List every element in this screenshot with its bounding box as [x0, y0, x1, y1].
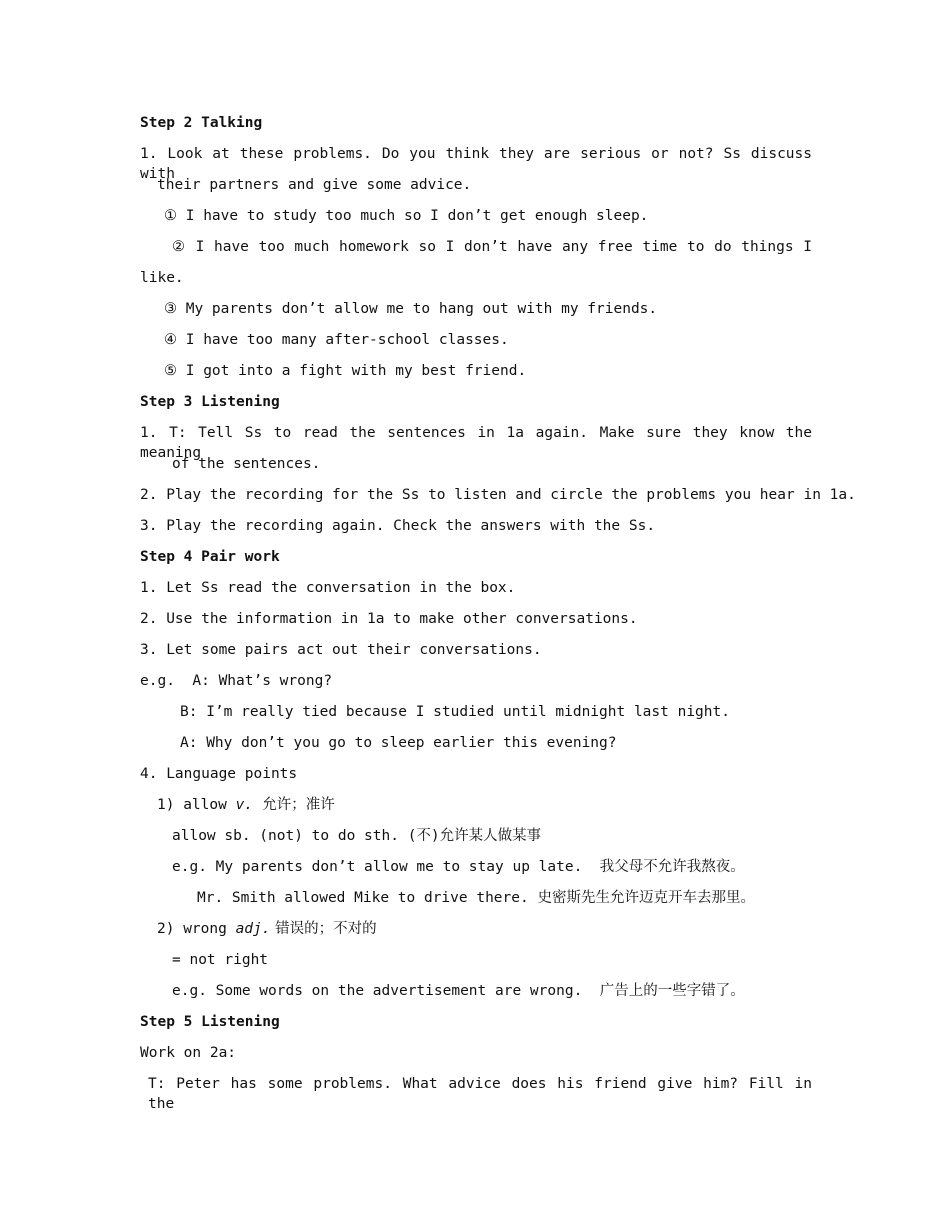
step4-item1: 1. Let Ss read the conversation in the box.: [140, 580, 516, 596]
lp2-pos: adj.: [235, 921, 271, 937]
step4-heading: Step 4 Pair work: [140, 549, 280, 565]
step2-item1-line2: their partners and give some advice.: [157, 177, 472, 193]
lp2-example: e.g. Some words on the advertisement are wrong. 广告上的一些字错了。: [172, 983, 745, 999]
problem-1: ① I have to study too much so I don’t get enough sleep.: [164, 208, 649, 224]
step4-item2: 2. Use the information in 1a to make other conversations.: [140, 611, 638, 627]
lp1-example2: Mr. Smith allowed Mike to drive there. 史密斯先生允许迈克开车去那里。: [197, 890, 755, 906]
example-line3: A: Why don’t you go to sleep earlier this evening?: [180, 735, 617, 751]
lp1-pos: v.: [235, 797, 254, 813]
lp1-meaning: 允许；准许: [253, 797, 335, 813]
language-point-1: [157, 795, 335, 815]
lp1-usage: allow sb. (not) to do sth. (不)允许某人做某事: [172, 828, 542, 844]
step2-heading: Step 2 Talking: [140, 115, 263, 131]
example-line2: B: I’m really tied because I studied until midnight last night.: [180, 704, 730, 720]
lp2-prefix: 2) wrong: [157, 921, 236, 937]
step3-heading: Step 3 Listening: [140, 394, 280, 410]
lp1-prefix: 1) allow: [157, 797, 236, 813]
step5-heading: Step 5 Listening: [140, 1014, 280, 1030]
problem-4: ④ I have too many after-school classes.: [164, 332, 509, 348]
step3-item1-line2: of the sentences.: [172, 456, 321, 472]
step3-item1-line1: 1. T: Tell Ss to read the sentences in 1a again. Make sure they know the meaning: [140, 425, 812, 461]
problem-3: ③ My parents don’t allow me to hang out with my friends.: [164, 301, 658, 317]
step4-item3: 3. Let some pairs act out their conversations.: [140, 642, 542, 658]
problem-2-line1: ② I have too much homework so I don’t have any free time to do things I: [172, 239, 812, 255]
lp2-meaning: 错误的；不对的: [270, 921, 377, 937]
step3-item2: 2. Play the recording for the Ss to listen and circle the problems you hear in 1a.: [140, 487, 856, 503]
step5-line1: Work on 2a:: [140, 1045, 237, 1061]
step2-item1-line1: 1. Look at these problems. Do you think they are serious or not? Ss discuss with: [140, 146, 812, 182]
step4-item4: 4. Language points: [140, 766, 298, 782]
step5-line2: T: Peter has some problems. What advice does his friend give him? Fill in the: [148, 1076, 812, 1112]
lp2-synonym: = not right: [172, 952, 269, 968]
step3-item3: 3. Play the recording again. Check the answers with the Ss.: [140, 518, 656, 534]
example-line1: e.g. A: What’s wrong?: [140, 673, 333, 689]
language-point-2: [157, 919, 377, 939]
lp1-example1: e.g. My parents don’t allow me to stay up late. 我父母不允许我熬夜。: [172, 859, 745, 875]
problem-5: ⑤ I got into a fight with my best friend.: [164, 363, 527, 379]
problem-2-line2: like.: [140, 270, 184, 286]
